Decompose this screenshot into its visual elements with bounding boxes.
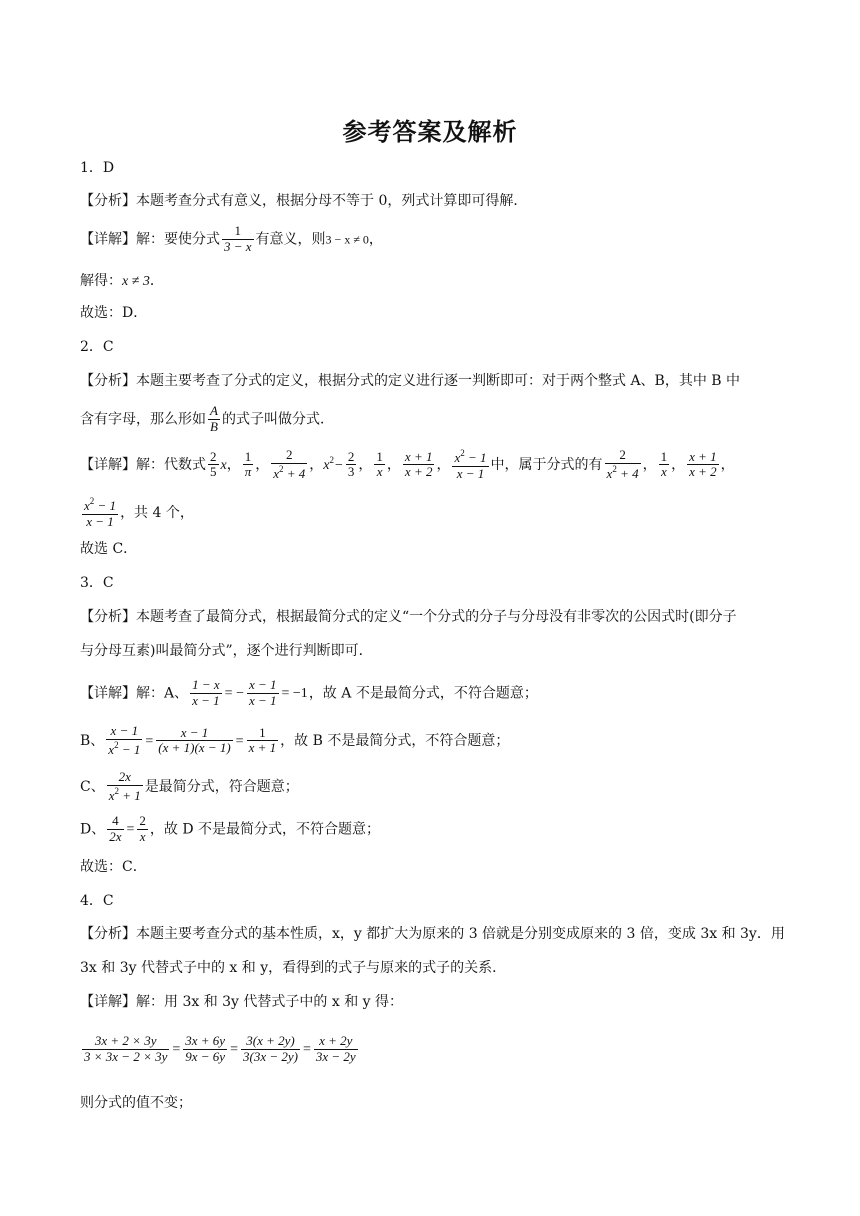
q2-choice: 故选 C． (80, 541, 138, 557)
q1-fraction: $\frac{1}{3 - x}$ (224, 223, 252, 254)
q3-d-post: ，故 D 不是最简分式，不符合题意； (149, 821, 381, 838)
q4-analysis-1: 【分析】本题主要考查分式的基本性质，x，y 都扩大为原来的 3 倍就是分别变成原来的 3 倍，变成 3x 和 3y．用 (80, 926, 785, 942)
q2-expr-xp1-xp2: $\frac{x + 1}{x + 2}$ (404, 448, 433, 480)
q2-analysis-2 (80, 404, 790, 435)
q2-analysis-2-post: 的式子叫做分式． (221, 411, 334, 428)
q3-option-c: C、 $\frac{2x}{x^2 + 1}$ 是最简分式，符合题意； (80, 769, 299, 803)
q2-count: ，共 4 个， (120, 504, 194, 521)
q2-analysis-2-pre: 含有字母，那么形如 (80, 411, 206, 428)
q3-analysis-2: 与分母互素)叫最简分式”，逐个进行判断即可． (80, 643, 373, 659)
q3-a-pre: 【详解】解：A、 (80, 685, 189, 702)
q2-detail-pre: 【详解】解：代数式 (80, 456, 206, 473)
q4-head: 4．C (80, 893, 114, 909)
q4-detail: 【详解】解：用 3x 和 3y 代替式子中的 x 和 y 得： (80, 994, 404, 1010)
q1-solve-pre: 解得： (80, 273, 122, 289)
q3-c-pre: C、 (80, 778, 105, 795)
q2-fraction-ab: $\frac{A}{B}$ (210, 403, 218, 434)
q4-analysis-2: 3x 和 3y 代替式子中的 x 和 y，看得到的式子与原来的式子的关系． (80, 960, 507, 976)
q3-option-a: 【详解】解：A、 $\frac{1 - x}{x - 1}$ = − $\frac{x - 1}{x - 1}$ = −1，故 A 不是最简分式，不符合题意； (80, 677, 538, 708)
q2-expr-2-3: $\frac{2}{3}$ (347, 448, 355, 480)
q3-head: 3．C (80, 575, 114, 591)
q2-frac-2-x2p4: $\frac{2}{x^2 + 4}$ (606, 447, 639, 481)
page-title: 参考答案及解析 (342, 118, 518, 146)
q3-a-post: ，故 A 不是最简分式，不符合题意； (308, 685, 538, 702)
q2-detail-cont (80, 496, 790, 530)
q1-condition: 3 − x ≠ 0 (325, 232, 369, 247)
q2-frac-1-x: $\frac{1}{x}$ (660, 448, 668, 480)
q2-expr-1-pi: $\frac{1}{\pi}$ (244, 448, 252, 480)
q3-choice: 故选：C． (80, 859, 147, 875)
q2-head: 2．C (80, 339, 114, 355)
q1-solve-value: x ≠ 3 (122, 274, 150, 289)
q4-equation: $\frac{3x + 2 \times 3y}{3 \times 3x - 2 \times 3y}$ = $\frac{3x + 6y}{9x - 6y}$ = $\frac{3(x + 2y)}{3(3x - 2y)}$ = $\frac{x + 2y}{3x - 2y}$ (84, 1033, 356, 1064)
q3-analysis-1: 【分析】本题考查了最简分式，根据最简分式的定义“一个分式的分子与分母没有非零次的公因式时(即分子 (80, 609, 737, 625)
q2-expr-x2m1-xm1: $\frac{x^2 - 1}{x - 1}$ (454, 448, 487, 481)
q2-frac-x2m1-xm1: $\frac{x^2 - 1}{x - 1}$ (84, 496, 117, 529)
q1-detail (80, 224, 790, 255)
q1-analysis: 【分析】本题考查分式有意义，根据分母不等于 0，列式计算即可得解． (80, 193, 528, 209)
q4-conclusion: 则分式的值不变； (80, 1095, 192, 1111)
q2-expr-2-x2p4: $\frac{2}{x^2 + 4}$ (273, 447, 306, 481)
q1-solve (80, 270, 790, 293)
q3-option-b: B、 $\frac{x - 1}{x^2 - 1}$ = $\frac{x - 1}{(x + 1)(x - 1)}$ = $\frac{1}{x + 1}$ ，故 B 不是最简分式，不符合题意； (80, 723, 510, 757)
q3-d-pre: D、 (80, 821, 106, 838)
q1-detail-mid: 有意义，则 (255, 231, 326, 248)
q1-solve-end: ． (149, 273, 164, 289)
q1-detail-pre: 【详解】解：要使分式 (80, 231, 220, 248)
q3-b-post: ，故 B 不是最简分式，不符合题意； (280, 732, 510, 749)
q1-choice: 故选：D． (80, 305, 148, 321)
q2-analysis-1: 【分析】本题主要考查了分式的定义，根据分式的定义进行逐一判断即可：对于两个整式 A、B，其中 B 中 (80, 373, 741, 389)
q3-c-post: 是最简分式，符合题意； (144, 778, 299, 795)
q2-expr-1-x: $\frac{1}{x}$ (376, 448, 383, 480)
q3-option-d: D、 $\frac{4}{2x}$ = $\frac{2}{x}$ ，故 D 不是最简分式，不符合题意； (80, 813, 381, 844)
q2-frac-xp1-xp2: $\frac{x + 1}{x + 2}$ (689, 448, 717, 480)
q1-head: 1．D (80, 160, 115, 176)
q3-b-pre: B、 (80, 732, 105, 749)
q2-detail-mid: 中，属于分式的有 (490, 456, 603, 473)
q2-detail: 【详解】解：代数式 $\frac{2}{5}$ x， $\frac{1}{\pi}$ ， $\frac{2}{x^2 + 4}$ ，$x^2-$ $\frac{2}{3}$ ， $\frac{1}{x}$ ， $\frac{x + 1}{x + 2}$ ， $\frac{x^2 - 1}{x - 1}$ 中，属于分式的有 $\frac{2}{x^2 + 4}$ ， $\frac{1}{x}$ ， $\frac{x + 1}{x + 2}$ ， (80, 447, 735, 481)
q2-expr-2-5x: $\frac{2}{5}$ (210, 448, 217, 480)
q1-detail-end: ， (368, 231, 383, 248)
